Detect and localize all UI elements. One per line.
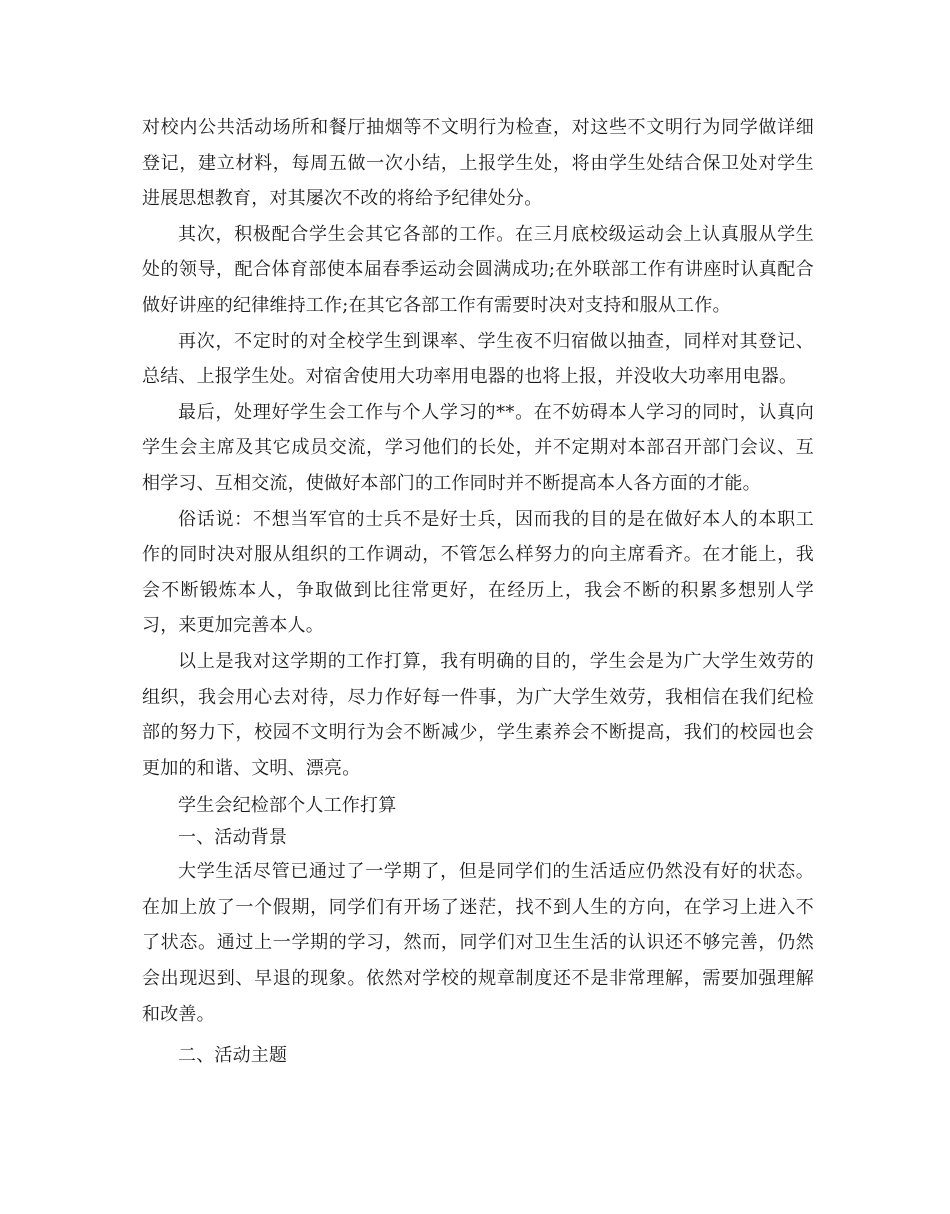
document-title: 学生会纪检部个人工作打算 <box>178 795 397 817</box>
paragraph-summary: 以上是我对这学期的工作打算，我有明确的目的，学生会是为广大学生效劳的组织，我会用心去对待，尽力作好每一件事，为广大学生效劳，我相信在我们纪检部的努力下，校园不文明行为会不断减少，学生素养会不断提高，我们的校园也会更加的和谐、文明、漂亮。 <box>142 650 814 779</box>
paragraph-finally: 最后，处理好学生会工作与个人学习的**。在不妨碍本人学习的同时，认真向学生会主席及其它成员交流，学习他们的长处，并不定期对本部召开部门会议、互相学习、互相交流，使做好本部门的工作同时并不断提高本人各方面的才能。 <box>142 401 814 494</box>
paragraph-saying: 俗话说：不想当军官的士兵不是好士兵，因而我的目的是在做好本人的本职工作的同时决对服从组织的工作调动，不管怎么样努力的向主席看齐。在才能上，我会不断锻炼本人，争取做到比往常更好，在经历上，我会不断的积累多想别人学习，来更加完善本人。 <box>142 508 814 637</box>
paragraph-thirdly: 再次，不定时的对全校学生到课率、学生夜不归宿做以抽查，同样对其登记、总结、上报学生处。对宿舍使用大功率用电器的也将上报，并没收大功率用电器。 <box>142 330 814 388</box>
paragraph-continued: 对校内公共活动场所和餐厅抽烟等不文明行为检查，对这些不文明行为同学做详细登记，建立材料，每周五做一次小结，上报学生处，将由学生处结合保卫处对学生进展思想教育，对其屡次不改的将给予纪律处分。 <box>142 117 814 210</box>
section-heading-background: 一、活动背景 <box>178 827 288 849</box>
paragraph-background: 大学生活尽管已通过了一学期了，但是同学们的生活适应仍然没有好的状态。在加上放了一个假期，同学们有开场了迷茫，找不到人生的方向，在学习上进入不了状态。通过上一学期的学习，然而，同学们对卫生生活的认识还不够完善，仍然会出现迟到、早退的现象。依然对学校的规章制度还不是非常理解，需要加强理解和改善。 <box>142 861 814 1025</box>
paragraph-secondly: 其次，积极配合学生会其它各部的工作。在三月底校级运动会上认真服从学生处的领导，配合体育部使本届春季运动会圆满成功;在外联部工作有讲座时认真配合做好讲座的纪律维持工作;在其它各部工作有需要时决对支持和服从工作。 <box>142 223 814 316</box>
document-body <box>142 110 814 1074</box>
section-heading-theme: 二、活动主题 <box>178 1045 288 1067</box>
